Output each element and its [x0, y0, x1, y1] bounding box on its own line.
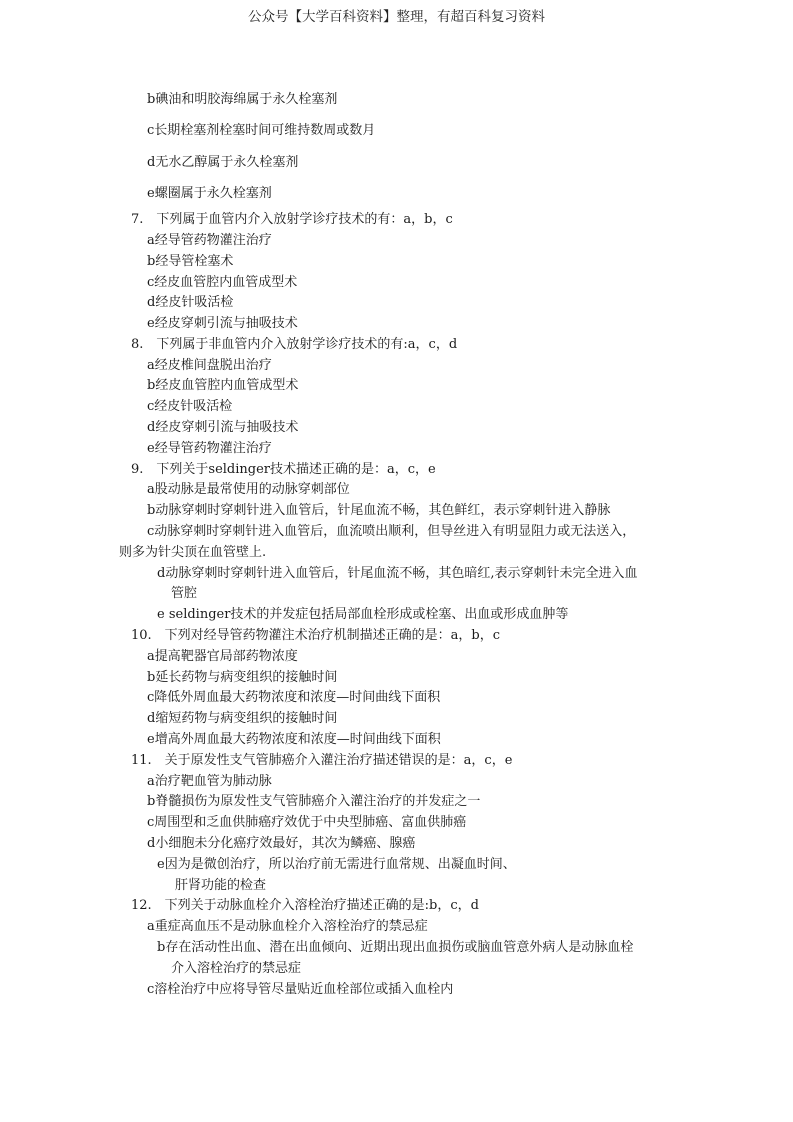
option-line-continuation: 肝肾功能的检查 [175, 878, 267, 893]
option-line: a提高靶器官局部药物浓度 [147, 649, 298, 664]
option-line: b经皮血管腔内血管成型术 [147, 378, 299, 393]
option-line: d小细胞未分化癌疗效最好，其次为鳞癌、腺癌 [147, 836, 416, 851]
option-line: d动脉穿刺时穿刺针进入血管后，针尾血流不畅，其色暗红,表示穿刺针未完全进入血 [157, 566, 638, 581]
option-line: a经皮椎间盘脱出治疗 [147, 358, 272, 373]
option-line: c经皮血管腔内血管成型术 [147, 275, 298, 290]
option-line: c经皮针吸活检 [147, 399, 233, 414]
option-line: b脊髓损伤为原发性支气管肺癌介入灌注治疗的并发症之一 [147, 794, 481, 809]
option-line: a治疗靶血管为肺动脉 [147, 774, 272, 789]
question-title: 9. 下列关于seldinger技术描述正确的是：a，c，e [131, 462, 436, 477]
option-line: e经皮穿刺引流与抽吸技术 [147, 316, 298, 331]
option-line: e seldinger技术的并发症包括局部血栓形成或栓塞、出血或形成血肿等 [157, 607, 569, 622]
option-line: b经导管栓塞术 [147, 254, 234, 269]
option-line: b延长药物与病变组织的接触时间 [147, 670, 338, 685]
option-line: b动脉穿刺时穿刺针进入血管后，针尾血流不畅，其色鲜红，表示穿刺针进入静脉 [147, 503, 611, 518]
option-line: b存在活动性出血、潜在出血倾向、近期出现出血损伤或脑血管意外病人是动脉血栓 [157, 940, 634, 955]
option-line: d经皮针吸活检 [147, 295, 234, 310]
page-header: 公众号【大学百科资料】整理，有超百科复习资料 [248, 9, 545, 25]
question-title: 7. 下列属于血管内介入放射学诊疗技术的有：a，b，c [131, 212, 453, 227]
option-line: a经导管药物灌注治疗 [147, 233, 272, 248]
option-line: e增高外周血最大药物浓度和浓度—时间曲线下面积 [147, 732, 441, 747]
text-line: c长期栓塞剂栓塞时间可维持数周或数月 [147, 123, 376, 138]
text-line: b碘油和明胶海绵属于永久栓塞剂 [147, 92, 338, 107]
option-line: e经导管药物灌注治疗 [147, 441, 272, 456]
option-line: c动脉穿刺时穿刺针进入血管后，血流喷出顺利，但导丝进入有明显阻力或无法送入， [147, 524, 636, 539]
option-line: d缩短药物与病变组织的接触时间 [147, 711, 338, 726]
question-title: 11. 关于原发性支气管肺癌介入灌注治疗描述错误的是：a，c，e [131, 753, 513, 768]
question-title: 12. 下列关于动脉血栓介入溶栓治疗描述正确的是:b，c，d [131, 898, 479, 913]
option-line: d经皮穿刺引流与抽吸技术 [147, 420, 299, 435]
option-line: a重症高血压不是动脉血栓介入溶栓治疗的禁忌症 [147, 919, 428, 934]
option-line: c周围型和乏血供肺癌疗效优于中央型肺癌、富血供肺癌 [147, 815, 467, 830]
option-line-continuation: 则多为针尖顶在血管壁上. [119, 545, 267, 560]
option-line-continuation: 管腔 [171, 586, 198, 601]
question-title: 8. 下列属于非血管内介入放射学诊疗技术的有:a，c，d [131, 337, 458, 352]
question-title: 10. 下列对经导管药物灌注术治疗机制描述正确的是：a，b，c [131, 628, 501, 643]
option-line-continuation: 介入溶栓治疗的禁忌症 [171, 961, 302, 976]
option-line: a股动脉是最常使用的动脉穿刺部位 [147, 482, 350, 497]
text-line: e螺圈属于永久栓塞剂 [147, 186, 272, 201]
option-line: e因为是微创治疗，所以治疗前无需进行血常规、出凝血时间、 [157, 857, 516, 872]
option-line: c降低外周血最大药物浓度和浓度—时间曲线下面积 [147, 690, 441, 705]
text-line: d无水乙醇属于永久栓塞剂 [147, 155, 299, 170]
option-line: c溶栓治疗中应将导管尽量贴近血栓部位或插入血栓内 [147, 982, 454, 997]
